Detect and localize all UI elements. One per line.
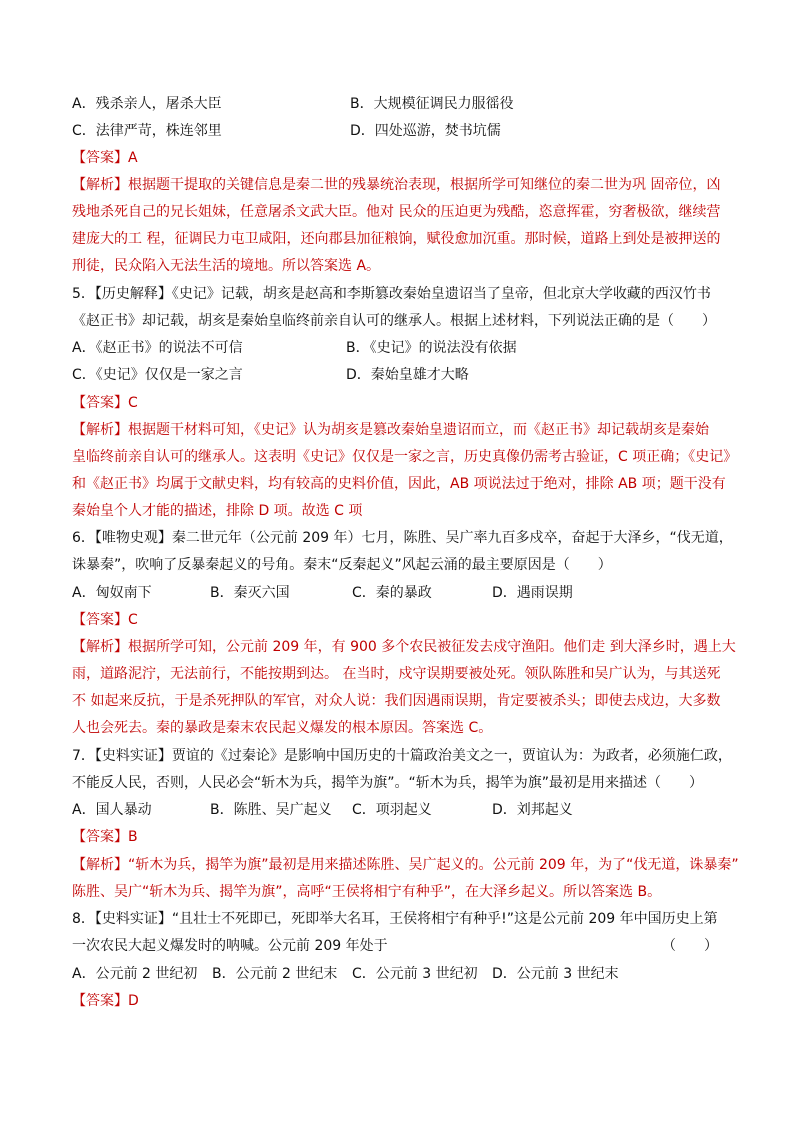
q7-analysis-line: 陈胜、吴广“斩木为兵、揭竿为旗”，高呼“王侯将相宁有种乎”，在大泽乡起义。所以答案选 B。 [72, 884, 662, 900]
q6-analysis-line: 不 如起来反抗，于是杀死押队的军官，对众人说：我们因遇雨误期，肯定要被杀头；即使去戍边，大多数 [72, 693, 721, 709]
answer-value: C [128, 395, 138, 411]
q5-answer [72, 393, 722, 413]
q8-answer [72, 991, 722, 1011]
q4-option-c: C．法律严苛，株连邻里 [72, 123, 222, 139]
q4-answer [72, 148, 722, 168]
q7-analysis-line: 【解析】“斩木为兵，揭竿为旗”最初是用来描述陈胜、吴广起义的。公元前 209 年，为了“伐无道，诛暴秦” [72, 857, 739, 873]
q6-stem-line: 6．【唯物史观】秦二世元年（公元前 209 年）七月，陈胜、吴广率九百多戍卒，奋起于大泽乡，“伐无道， [72, 530, 733, 546]
answer-value: D [128, 993, 139, 1009]
q4-option-a: A．残杀亲人，屠杀大臣 [72, 96, 222, 112]
analysis-label: 【解析】 [72, 177, 128, 193]
q5-analysis-line: 和《赵正书》均属于文献史料，均有较高的史料价值，因此，AB 项说法过于绝对，排除 AB 项；题干没有 [72, 476, 726, 492]
q5-stem-line: 《赵正书》却记载，胡亥是秦始皇临终前亲自认可的继承人。根据上述材料，下列说法正确的是（ ） [72, 313, 716, 329]
q4-option-b: B．大规模征调民力服徭役 [350, 96, 514, 112]
q4-option-d: D．四处巡游，焚书坑儒 [350, 123, 501, 139]
q4-analysis-line: 刑徒，民众陷入无法生活的境地。所以答案选 A。 [72, 258, 381, 274]
q7-answer [72, 827, 722, 847]
q6-analysis-line: 【解析】根据所学可知，公元前 209 年，有 900 多个农民被征发去戍守渔阳。他们走 到大泽乡时，遇上大 [72, 639, 736, 655]
q6-analysis-line: 人也会死去。秦的暴政是秦末农民起义爆发的根本原因。答案选 C。 [72, 720, 493, 736]
q8-stem-line: 一次农民大起义爆发时的呐喊。公元前 209 年处于 [72, 938, 388, 954]
q6-option-c: C．秦的暴政 [352, 585, 432, 601]
answer-value: C [128, 612, 138, 628]
q5-option-b: B．《史记》的说法没有依据 [346, 340, 517, 356]
answer-label: 【答案】 [72, 993, 128, 1009]
q4-analysis-line: 【解析】根据题干提取的关键信息是秦二世的残暴统治表现，根据所学可知继位的秦二世为巩 固帝位，凶 [72, 177, 721, 193]
q6-analysis-line: 雨，道路泥泞，无法前行，不能按期到达。 在当时，戍守误期要被处死。领队陈胜和吴广认为，与其送死 [72, 666, 721, 682]
q5-analysis-line: 【解析】根据题干材料可知，《史记》认为胡亥是篡改秦始皇遗诏而立，而《赵正书》却记载胡亥是秦始 [72, 422, 709, 438]
q5-stem-line: 5．【历史解释】《史记》记载，胡亥是赵高和李斯篡改秦始皇遗诏当了皇帝，但北京大学收藏的西汉竹书 [72, 286, 711, 302]
q5-option-c: C．《史记》仅仅是一家之言 [72, 367, 243, 383]
q5-analysis-line: 皇临终前亲自认可的继承人。这表明《史记》仅仅是一家之言，历史真像仍需考古验证，C 项正确；《史记》 [72, 449, 738, 465]
q5-option-a: A．《赵正书》的说法不可信 [72, 340, 243, 356]
answer-value: B [128, 829, 138, 845]
analysis-label: 【解析】 [72, 422, 128, 438]
q6-option-d: D．遇雨误期 [492, 585, 573, 601]
q5-option-d: D．秦始皇雄才大略 [346, 367, 469, 383]
answer-value: A [128, 150, 138, 166]
q6-stem-line: 诛暴秦”，吹响了反暴秦起义的号角。秦末“反秦起义”风起云涌的最主要原因是（ ） [72, 557, 612, 573]
q8-stem-line: 8．【史料实证】“且壮士不死即已，死即举大名耳，王侯将相宁有种乎!”这是公元前 209 年中国历史上第 [72, 911, 718, 927]
q8-option-b: B．公元前 2 世纪末 [212, 966, 338, 982]
answer-label: 【答案】 [72, 829, 128, 845]
q8-answer-bracket: （ ） [662, 938, 718, 954]
q7-stem-line: 不能反人民，否则，人民必会“斩木为兵，揭竿为旗”。“斩木为兵，揭竿为旗”最初是用来描述（ ） [72, 775, 704, 791]
q6-option-b: B．秦灭六国 [210, 585, 290, 601]
answer-label: 【答案】 [72, 150, 128, 166]
q7-option-d: D．刘邦起义 [492, 802, 573, 818]
answer-label: 【答案】 [72, 612, 128, 628]
q8-option-d: D．公元前 3 世纪末 [492, 966, 619, 982]
q7-option-b: B．陈胜、吴广起义 [210, 802, 332, 818]
q7-option-a: A．国人暴动 [72, 802, 152, 818]
answer-label: 【答案】 [72, 395, 128, 411]
q4-analysis-line: 残地杀死自己的兄长姐妹，任意屠杀文武大臣。他对 民众的压迫更为残酷，恣意挥霍，穷奢极欲，继续营 [72, 204, 721, 220]
analysis-label: 【解析】 [72, 857, 128, 873]
q7-option-c: C．项羽起义 [352, 802, 432, 818]
q8-option-a: A．公元前 2 世纪初 [72, 966, 198, 982]
q6-option-a: A．匈奴南下 [72, 585, 152, 601]
analysis-label: 【解析】 [72, 639, 128, 655]
q8-option-c: C．公元前 3 世纪初 [352, 966, 478, 982]
q6-answer [72, 610, 722, 630]
q5-analysis-line: 秦始皇个人才能的描述，排除 D 项。故选 C 项 [72, 503, 363, 519]
q7-stem-line: 7．【史料实证】贾谊的《过秦论》是影响中国历史的十篇政治美文之一，贾谊认为：为政者，必须施仁政， [72, 748, 732, 764]
q4-analysis-line: 建庞大的工 程，征调民力屯卫咸阳，还向郡县加征粮饷，赋役愈加沉重。那时候，道路上到处是被押送的 [72, 231, 721, 247]
